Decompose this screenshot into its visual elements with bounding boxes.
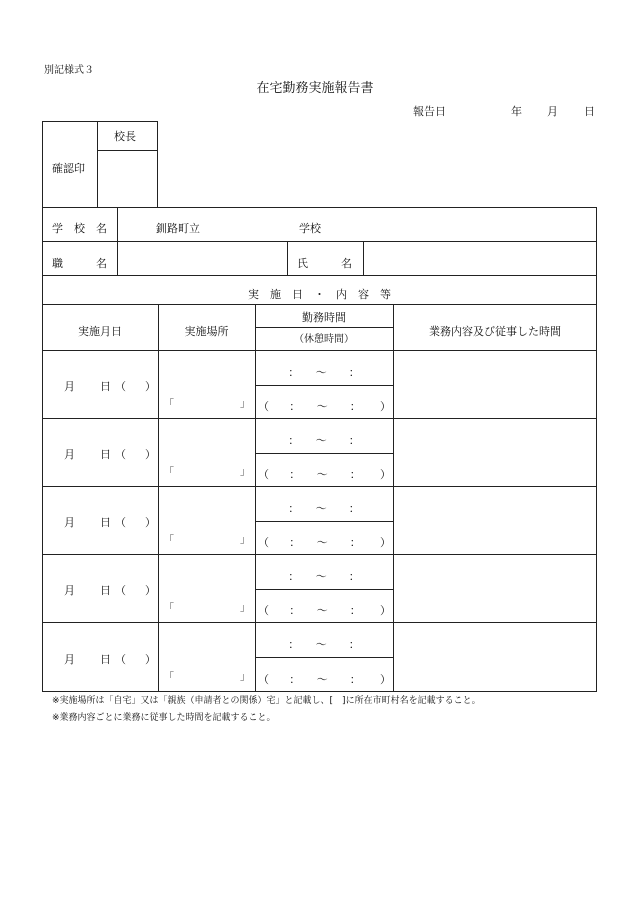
row-divider: [42, 304, 597, 305]
work-time-range[interactable]: ： ～ ：: [288, 638, 360, 651]
rest-paren-close: ）: [380, 400, 391, 413]
weekday-open: （: [115, 653, 126, 666]
place-bracket-close: 」: [240, 535, 250, 546]
column-content-header: 業務内容及び従事した時間: [429, 325, 561, 338]
rest-time-range[interactable]: ： ～ ：: [289, 468, 361, 481]
rest-time-range[interactable]: ： ～ ：: [289, 604, 361, 617]
time-rest-divider: [255, 453, 393, 454]
rest-paren-open: （: [258, 673, 269, 686]
row-day-label: 日: [100, 516, 111, 529]
form-code: 別記様式３: [44, 65, 94, 76]
col-divider: [287, 241, 288, 275]
weekday-close: ）: [145, 380, 156, 393]
place-bracket-open: 「: [164, 535, 174, 546]
report-date-label: 報告日: [413, 105, 446, 118]
work-content-field[interactable]: [394, 419, 596, 486]
time-rest-divider: [255, 385, 393, 386]
rest-paren-close: ）: [380, 673, 391, 686]
person-name-field[interactable]: [364, 242, 596, 275]
rest-paren-close: ）: [380, 604, 391, 617]
place-bracket-close: 」: [240, 399, 250, 410]
row-month-label: 月: [64, 380, 75, 393]
rest-paren-open: （: [258, 604, 269, 617]
work-content-field[interactable]: [394, 487, 596, 554]
place-bracket-open: 「: [164, 399, 174, 410]
rest-paren-close: ）: [380, 536, 391, 549]
row-month-label: 月: [64, 516, 75, 529]
column-hours-header: 勤務時間: [302, 311, 346, 324]
row-divider: [42, 275, 597, 276]
work-content-field[interactable]: [394, 351, 596, 418]
weekday-open: （: [115, 516, 126, 529]
column-rest-header: （休憩時間）: [294, 334, 354, 345]
work-time-range[interactable]: ： ～ ：: [288, 502, 360, 515]
weekday-open: （: [115, 380, 126, 393]
rest-time-range[interactable]: ： ～ ：: [289, 400, 361, 413]
rest-paren-open: （: [258, 536, 269, 549]
row-day-label: 日: [100, 653, 111, 666]
column-place-header: 実施場所: [184, 325, 229, 338]
weekday-close: ）: [145, 516, 156, 529]
time-rest-divider: [255, 521, 393, 522]
report-date-day: 日: [584, 105, 595, 118]
rest-paren-open: （: [258, 400, 269, 413]
page-title: 在宅勤務実施報告書: [256, 81, 374, 96]
rest-paren-close: ）: [380, 468, 391, 481]
footnote-content: ※業務内容ごとに業務に従事した時間を記載すること。: [52, 713, 276, 723]
row-month-label: 月: [64, 584, 75, 597]
footnote-place: ※実施場所は「自宅」又は「親族（申請者との関係）宅」と記載し、[ ]に所在市町村名を記載すること。: [52, 696, 481, 706]
col-divider: [158, 304, 159, 692]
approval-label: 確認印: [52, 162, 85, 175]
place-bracket-open: 「: [164, 603, 174, 614]
place-bracket-close: 」: [240, 672, 250, 683]
job-title-field[interactable]: [118, 242, 287, 275]
school-suffix: 学校: [299, 222, 321, 235]
row-day-label: 日: [100, 448, 111, 461]
place-bracket-close: 」: [240, 603, 250, 614]
job-title-label: 職 名: [52, 257, 107, 270]
work-content-field[interactable]: [394, 555, 596, 622]
time-rest-divider: [255, 589, 393, 590]
work-time-range[interactable]: ： ～ ：: [288, 366, 360, 379]
weekday-close: ）: [145, 653, 156, 666]
row-day-label: 日: [100, 584, 111, 597]
weekday-close: ）: [145, 448, 156, 461]
row-divider: [255, 327, 393, 328]
section-header: 実 施 日 ・ 内 容 等: [248, 288, 391, 301]
stamp-divider: [97, 150, 158, 151]
column-date-header: 実施月日: [78, 325, 122, 338]
col-divider: [255, 304, 256, 692]
principal-label: 校長: [114, 130, 136, 143]
report-date-month: 月: [547, 105, 558, 118]
rest-time-range[interactable]: ： ～ ：: [289, 673, 361, 686]
school-name-field[interactable]: [200, 212, 295, 238]
work-time-range[interactable]: ： ～ ：: [288, 434, 360, 447]
person-name-label: 氏 名: [297, 257, 352, 270]
place-bracket-open: 「: [164, 467, 174, 478]
weekday-close: ）: [145, 584, 156, 597]
school-prefix: 釧路町立: [156, 222, 200, 235]
report-date-year: 年: [511, 105, 522, 118]
row-month-label: 月: [64, 653, 75, 666]
work-time-range[interactable]: ： ～ ：: [288, 570, 360, 583]
place-bracket-open: 「: [164, 672, 174, 683]
rest-time-range[interactable]: ： ～ ：: [289, 536, 361, 549]
time-rest-divider: [255, 657, 393, 658]
weekday-open: （: [115, 584, 126, 597]
row-day-label: 日: [100, 380, 111, 393]
rest-paren-open: （: [258, 468, 269, 481]
row-month-label: 月: [64, 448, 75, 461]
place-bracket-close: 」: [240, 467, 250, 478]
work-content-field[interactable]: [394, 623, 596, 691]
school-name-label: 学 校 名: [52, 222, 107, 235]
weekday-open: （: [115, 448, 126, 461]
